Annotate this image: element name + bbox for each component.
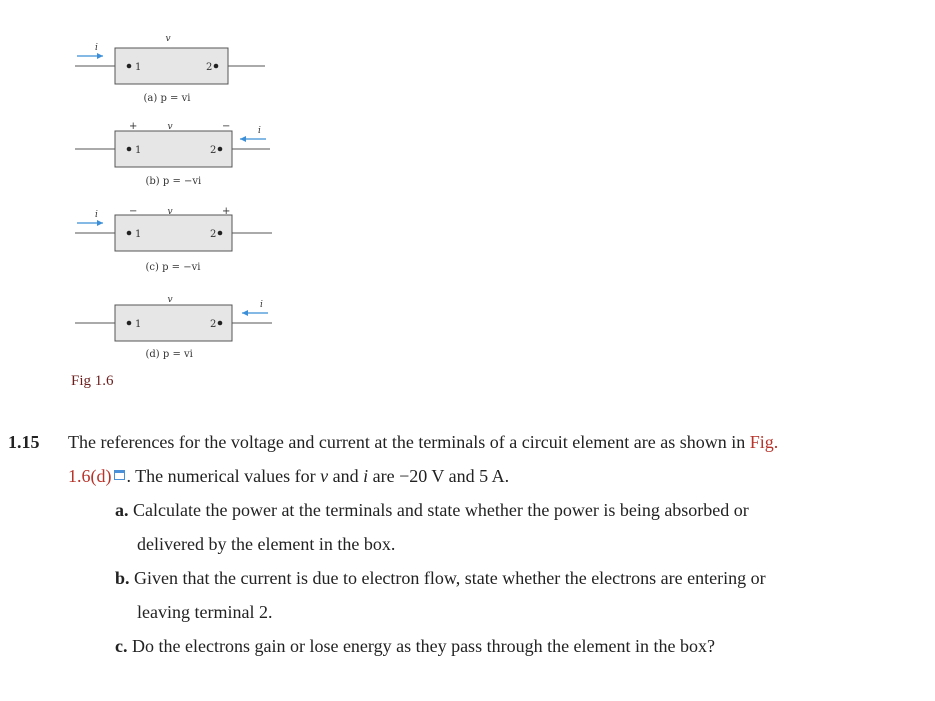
fig-link[interactable]: Fig.	[749, 432, 779, 452]
terminal-2-label-c: 2	[210, 229, 217, 240]
intro-text-4: are −20 V and 5 A.	[368, 466, 510, 486]
polarity-right-c: +	[222, 206, 231, 217]
terminal-2-label-a: 2	[206, 62, 213, 73]
intro-text: The references for the voltage and current at the terminals of a circuit element are as shown in	[68, 432, 750, 452]
terminal-2-dot-a	[214, 64, 219, 69]
voltage-label-b: v	[167, 122, 173, 132]
current-arrowhead-a	[97, 53, 103, 59]
current-label-d: i	[260, 300, 263, 310]
var-v: v	[320, 466, 329, 486]
part-b-line-2: leaving terminal 2.	[137, 602, 273, 622]
intro-text-3: and	[328, 466, 364, 486]
intro-text-2: . The numerical values for	[126, 466, 321, 486]
terminal-1-dot-a	[127, 64, 132, 69]
part-a-label: a.	[115, 500, 129, 520]
problem-intro-line-2	[68, 459, 509, 493]
current-label-b: i	[258, 126, 261, 136]
current-arrowhead-d	[242, 310, 248, 316]
current-label-c: i	[95, 210, 98, 220]
fig-link-2[interactable]: 1.6(d)	[68, 466, 112, 486]
voltage-label-d: v	[167, 295, 173, 305]
terminal-2-dot-c	[218, 231, 223, 236]
polarity-left-b: +	[129, 121, 138, 132]
current-arrowhead-b	[240, 136, 246, 142]
part-b-label: b.	[115, 568, 130, 588]
part-a-line-1	[115, 493, 749, 527]
terminal-1-dot-d	[127, 321, 132, 326]
voltage-label-c: v	[167, 207, 173, 217]
terminal-1-label-b: 1	[135, 145, 142, 156]
diagram-caption-a: (a) p = vi	[143, 93, 191, 104]
polarity-left-c: −	[129, 206, 138, 217]
diagram-caption-c: (c) p = −vi	[145, 262, 201, 273]
problem-number: 1.15	[8, 432, 40, 452]
terminal-2-dot-d	[218, 321, 223, 326]
var-i: i	[363, 466, 369, 486]
current-arrowhead-c	[97, 220, 103, 226]
terminal-1-label-c: 1	[135, 229, 142, 240]
part-c-label: c.	[115, 636, 128, 656]
diagram-caption-b: (b) p = −vi	[145, 176, 202, 187]
diagram-caption-d: (d) p = vi	[145, 349, 193, 360]
figure-label: Fig 1.6	[71, 373, 114, 389]
external-link-icon[interactable]	[114, 470, 125, 480]
part-b-text: Given that the current is due to electron flow, state whether the electrons are entering or	[134, 568, 766, 588]
problem-intro-line-1	[68, 425, 778, 459]
terminal-1-label-d: 1	[135, 319, 142, 330]
terminal-1-dot-b	[127, 147, 132, 152]
terminal-2-label-d: 2	[210, 319, 217, 330]
polarity-right-b: −	[222, 121, 231, 132]
terminal-1-dot-c	[127, 231, 132, 236]
part-b-line-1	[115, 561, 766, 595]
terminal-1-label-a: 1	[135, 62, 142, 73]
part-a-text: Calculate the power at the terminals and state whether the power is being absorbed or	[133, 500, 749, 520]
part-c-line-1	[115, 629, 715, 663]
voltage-label-a: v	[165, 34, 171, 44]
terminal-2-label-b: 2	[210, 145, 217, 156]
current-label-a: i	[95, 43, 98, 53]
part-a-line-2: delivered by the element in the box.	[137, 534, 396, 554]
terminal-2-dot-b	[218, 147, 223, 152]
part-c-text: Do the electrons gain or lose energy as they pass through the element in the box?	[132, 636, 716, 656]
